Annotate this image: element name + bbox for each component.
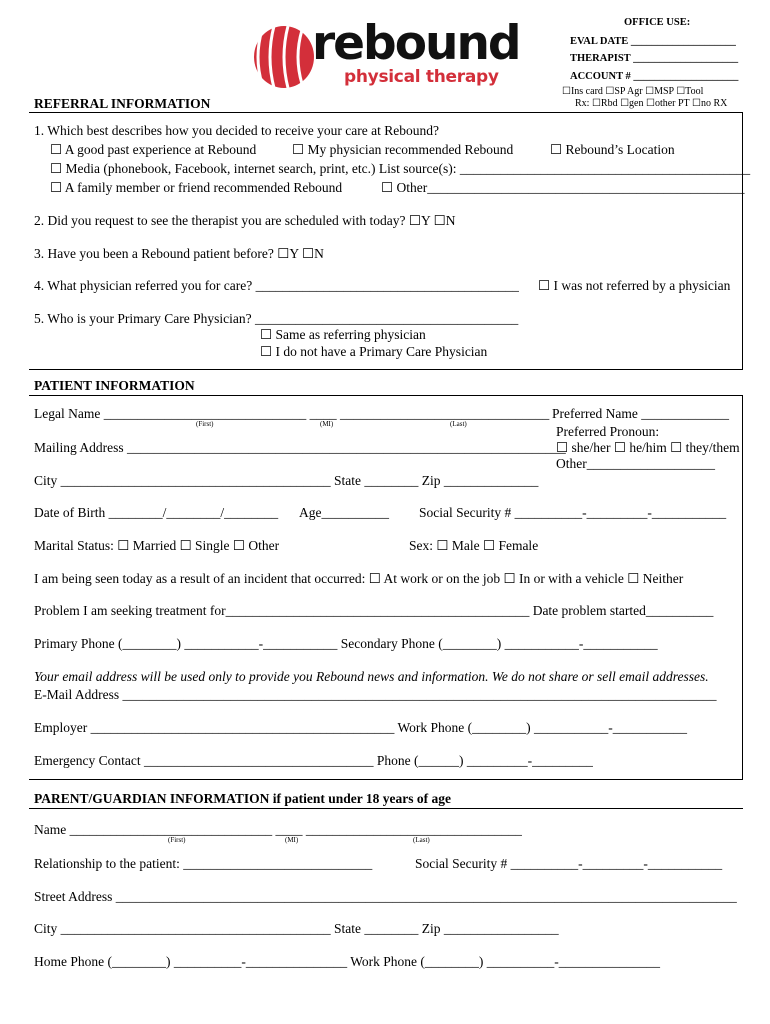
last-caption: (Last): [450, 420, 467, 428]
guardian-ssn-field[interactable]: Social Security # __________-_________-___________: [415, 856, 723, 871]
incident-checkboxes[interactable]: I am being seen today as a result of an incident that occurred: ☐ At work or on the job ☐ In or with a vehicle ☐ Neither: [34, 571, 684, 586]
checkbox-other[interactable]: ☐ Other_______________________________________________: [381, 180, 745, 195]
pronoun-other-field[interactable]: Other___________________: [556, 456, 715, 471]
office-use-title: OFFICE USE:: [624, 17, 691, 28]
employer-field[interactable]: Employer _____________________________________________ Work Phone (________) ___________-___________: [34, 720, 688, 735]
email-note: Your email address will be used only to provide you Rebound news and information. We do not share or sell email addresses.: [34, 669, 709, 684]
sex-checkboxes[interactable]: Sex: ☐ Male ☐ Female: [409, 538, 539, 553]
checkbox-no-pcp[interactable]: ☐ I do not have a Primary Care Physician: [260, 344, 488, 359]
checkbox-media[interactable]: ☐ Media (phonebook, Facebook, internet search, print, etc.) List source(s): ___________________________________________: [50, 161, 751, 176]
problem-field[interactable]: Problem I am seeking treatment for_____________________________________________ Date problem started__________: [34, 603, 714, 618]
ssn-field[interactable]: Social Security # __________-_________-___________: [419, 505, 727, 520]
referral-q1: 1. Which best describes how you decided to receive your care at Rebound?: [34, 123, 439, 138]
pronoun-checkboxes[interactable]: ☐ she/her ☐ he/him ☐ they/them: [556, 440, 740, 455]
account-field[interactable]: ACCOUNT # ____________________: [570, 71, 739, 82]
referral-q2[interactable]: 2. Did you request to see the therapist you are scheduled with today? ☐Y ☐N: [34, 213, 456, 228]
marital-status-checkboxes[interactable]: Marital Status: ☐ Married ☐ Single ☐ Other: [34, 538, 280, 553]
legal-name-field[interactable]: Legal Name ______________________________ ____ _______________________________: [34, 406, 550, 421]
eval-date-field[interactable]: EVAL DATE ____________________: [570, 36, 736, 47]
checkbox-location[interactable]: ☐ Rebound’s Location: [550, 142, 675, 157]
referral-q3[interactable]: 3. Have you been a Rebound patient before? ☐Y ☐N: [34, 246, 324, 261]
logo-brand: rebound: [312, 16, 520, 71]
office-insurance-checkboxes[interactable]: ☐Ins card ☐SP Agr ☐MSP ☐Tool: [562, 86, 704, 97]
guardian-last-caption: (Last): [413, 836, 430, 844]
logo-tagline: physical therapy: [344, 67, 499, 87]
city-state-zip-field[interactable]: City ________________________________________ State ________ Zip ______________: [34, 473, 539, 488]
referral-q4-field[interactable]: 4. What physician referred you for care? _______________________________________: [34, 278, 519, 293]
first-caption: (First): [196, 420, 214, 428]
referral-q5-field[interactable]: 5. Who is your Primary Care Physician? _______________________________________: [34, 311, 519, 326]
guardian-name-field[interactable]: Name ______________________________ ____ ________________________________: [34, 822, 522, 837]
emergency-contact-field[interactable]: Emergency Contact __________________________________ Phone (______) _________-_________: [34, 753, 593, 768]
referral-header: REFERRAL INFORMATION: [34, 96, 211, 111]
email-field[interactable]: E-Mail Address ________________________________________________________________________________________: [34, 687, 717, 702]
guardian-city-state-zip-field[interactable]: City ________________________________________ State ________ Zip _________________: [34, 921, 559, 936]
mailing-address-field[interactable]: Mailing Address _________________________________________________________________: [34, 440, 566, 455]
street-address-field[interactable]: Street Address ____________________________________________________________________________________________: [34, 889, 737, 904]
mi-caption: (MI): [320, 420, 334, 428]
relationship-field[interactable]: Relationship to the patient: ____________________________: [34, 856, 373, 871]
rebound-logo: [252, 16, 520, 94]
checkbox-past-experience[interactable]: ☐ A good past experience at Rebound: [50, 142, 257, 157]
checkbox-family-friend[interactable]: ☐ A family member or friend recommended Rebound: [50, 180, 343, 195]
checkbox-not-referred[interactable]: ☐ I was not referred by a physician: [538, 278, 731, 293]
guardian-phone-fields[interactable]: Home Phone (________) __________-_______________ Work Phone (________) __________-_______________: [34, 954, 661, 969]
therapist-field[interactable]: THERAPIST ____________________: [570, 53, 739, 64]
checkbox-physician-recommended[interactable]: ☐ My physician recommended Rebound: [292, 142, 514, 157]
preferred-name-field[interactable]: Preferred Name _____________: [552, 406, 729, 421]
checkbox-same-as-referring[interactable]: ☐ Same as referring physician: [260, 327, 426, 342]
guardian-first-caption: (First): [168, 836, 186, 844]
guardian-mi-caption: (MI): [285, 836, 299, 844]
dob-field[interactable]: Date of Birth ________/________/________: [34, 505, 279, 520]
patient-header: PATIENT INFORMATION: [34, 378, 195, 393]
age-field[interactable]: Age__________: [299, 505, 389, 520]
office-rx-checkboxes[interactable]: Rx: ☐Rbd ☐gen ☐other PT ☐no RX: [575, 98, 728, 109]
guardian-header: PARENT/GUARDIAN INFORMATION if patient under 18 years of age: [34, 791, 451, 806]
phone-fields[interactable]: Primary Phone (________) ___________-___________ Secondary Phone (________) ___________-___________: [34, 636, 658, 651]
ball-icon: [252, 22, 316, 92]
preferred-pronoun-label: Preferred Pronoun:: [556, 424, 660, 439]
